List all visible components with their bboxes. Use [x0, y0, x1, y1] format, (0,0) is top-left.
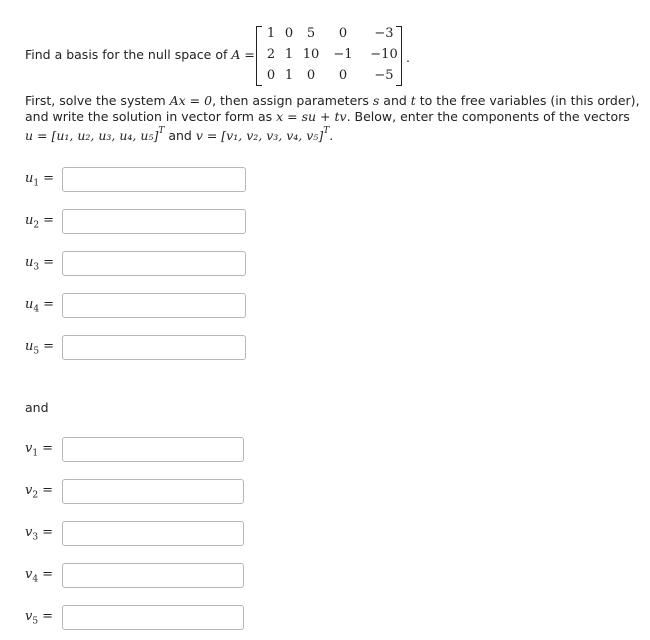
- matrix-cell-2-3: 0: [338, 68, 348, 83]
- v5-label: $v_5$ =: [25, 609, 53, 627]
- problem-statement: [25, 47, 255, 62]
- and-connector: and: [164, 128, 196, 144]
- instructions-part-2: , then assign parameters: [212, 93, 373, 108]
- v-vector-definition: v = [v₁, v₂, v₃, v₄, v₅]: [195, 128, 324, 144]
- matrix-symbol: A: [231, 47, 241, 62]
- v2-input[interactable]: [62, 479, 244, 504]
- matrix-period: .: [406, 50, 410, 65]
- v4-label: $v_4$ =: [25, 567, 53, 585]
- matrix-cell-2-0: 0: [266, 68, 276, 83]
- u1-label: $u_1$ =: [25, 171, 55, 189]
- definitions-period: .: [329, 128, 334, 144]
- u3-input[interactable]: [62, 251, 246, 276]
- vector-definitions: [25, 128, 333, 143]
- u2-label: $u_2$ =: [25, 213, 55, 231]
- matrix-cell-0-3: 0: [338, 26, 348, 41]
- param-s: s: [372, 93, 380, 108]
- matrix-cell-1-2: 10: [302, 47, 320, 62]
- v4-input[interactable]: [62, 563, 244, 588]
- u2-input[interactable]: [62, 209, 246, 234]
- v1-label: $v_1$ =: [25, 441, 53, 459]
- u4-label: $u_4$ =: [25, 297, 55, 315]
- u3-label: $u_3$ =: [25, 255, 55, 273]
- matrix-cell-1-0: 2: [266, 47, 276, 62]
- instructions-part-3: and: [379, 93, 411, 108]
- u1-input[interactable]: [62, 167, 246, 192]
- matrix-cell-0-2: 5: [306, 26, 316, 41]
- u5-input[interactable]: [62, 335, 246, 360]
- equation-vector-form: x = su + tv: [276, 109, 347, 124]
- matrix-cell-2-4: −5: [374, 68, 394, 83]
- v3-input[interactable]: [62, 521, 244, 546]
- instructions-part-4: to the free variables (in this order), and write the solution in vector form as: [25, 93, 640, 124]
- equation-ax-0: Ax = 0: [169, 93, 213, 108]
- matrix-cell-0-1: 0: [284, 26, 294, 41]
- matrix-cell-1-3: −1: [333, 47, 353, 62]
- equals-sign: =: [244, 47, 255, 62]
- instructions-part-1: First, solve the system: [25, 93, 170, 108]
- v5-input[interactable]: [62, 605, 244, 630]
- matrix-cell-1-4: −10: [370, 47, 398, 62]
- matrix-a: [256, 26, 402, 86]
- instructions-text: [25, 93, 640, 125]
- matrix-cell-0-4: −3: [374, 26, 394, 41]
- u-transpose: T: [158, 126, 165, 136]
- v3-label: $v_3$ =: [25, 525, 53, 543]
- matrix-cell-2-2: 0: [306, 68, 316, 83]
- and-label: and: [25, 400, 49, 415]
- matrix-cell-0-0: 1: [266, 26, 276, 41]
- problem-prompt: Find a basis for the null space of: [25, 47, 228, 62]
- u5-label: $u_5$ =: [25, 339, 55, 357]
- v-transpose: T: [323, 126, 330, 136]
- param-t: t: [410, 93, 416, 108]
- matrix-cell-2-1: 1: [284, 68, 294, 83]
- matrix-cell-1-1: 1: [284, 47, 294, 62]
- v1-input[interactable]: [62, 437, 244, 462]
- v2-label: $v_2$ =: [25, 483, 53, 501]
- instructions-part-5: . Below, enter the components of the vectors: [346, 109, 630, 124]
- u4-input[interactable]: [62, 293, 246, 318]
- u-vector-definition: u = [u₁, u₂, u₃, u₄, u₅]: [25, 128, 159, 144]
